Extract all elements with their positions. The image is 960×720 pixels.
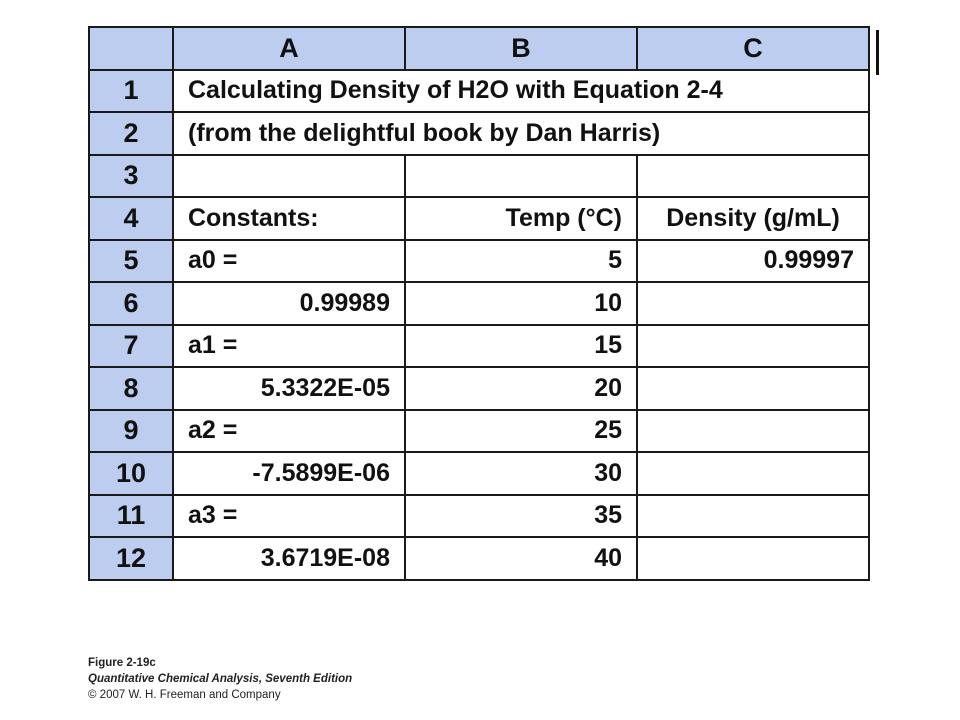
cell-a1-title[interactable]: Calculating Density of H2O with Equation 2-4 [173, 70, 869, 113]
table-row [89, 282, 869, 325]
copyright-line: © 2007 W. H. Freeman and Company [88, 689, 281, 701]
row-header[interactable]: 10 [89, 452, 173, 495]
table-row [89, 495, 869, 538]
row-header[interactable]: 3 [89, 155, 173, 198]
column-header-a[interactable]: A [173, 27, 405, 70]
cell-b10[interactable]: 30 [405, 452, 637, 495]
cell-a9[interactable]: a2 = [173, 410, 405, 453]
row-header[interactable]: 7 [89, 325, 173, 368]
spreadsheet-grid [88, 26, 870, 581]
table-row [89, 112, 869, 155]
row-header[interactable]: 8 [89, 367, 173, 410]
cell-b12[interactable]: 40 [405, 537, 637, 580]
cell-b6[interactable]: 10 [405, 282, 637, 325]
cell-a5[interactable]: a0 = [173, 240, 405, 283]
column-header-row [89, 27, 869, 70]
cell-a11[interactable]: a3 = [173, 495, 405, 538]
row-header[interactable]: 1 [89, 70, 173, 113]
cell-c11[interactable] [637, 495, 869, 538]
cell-b7[interactable]: 15 [405, 325, 637, 368]
column-header-b[interactable]: B [405, 27, 637, 70]
table-row [89, 537, 869, 580]
row-header[interactable]: 9 [89, 410, 173, 453]
select-all-corner[interactable] [89, 27, 173, 70]
cell-a7[interactable]: a1 = [173, 325, 405, 368]
cell-c3[interactable] [637, 155, 869, 198]
table-row [89, 197, 869, 240]
figure-caption [88, 655, 352, 703]
cell-b4-temp-header[interactable]: Temp (°C) [405, 197, 637, 240]
row-header[interactable]: 4 [89, 197, 173, 240]
book-title: Quantitative Chemical Analysis, Seventh Edition [88, 673, 353, 685]
cell-b5[interactable]: 5 [405, 240, 637, 283]
column-resize-handle[interactable] [876, 30, 879, 75]
table-row [89, 452, 869, 495]
figure-number: Figure 2-19c [88, 657, 156, 669]
cell-a2-subtitle[interactable]: (from the delightful book by Dan Harris) [173, 112, 869, 155]
cell-a8[interactable]: 5.3322E-05 [173, 367, 405, 410]
cell-a3[interactable] [173, 155, 405, 198]
cell-c12[interactable] [637, 537, 869, 580]
cell-a10[interactable]: -7.5899E-06 [173, 452, 405, 495]
cell-c7[interactable] [637, 325, 869, 368]
cell-c4-density-header[interactable]: Density (g/mL) [637, 197, 869, 240]
cell-a4-constants-label[interactable]: Constants: [173, 197, 405, 240]
cell-c10[interactable] [637, 452, 869, 495]
cell-c8[interactable] [637, 367, 869, 410]
table-row [89, 70, 869, 113]
cell-a6[interactable]: 0.99989 [173, 282, 405, 325]
row-header[interactable]: 11 [89, 495, 173, 538]
table-row [89, 240, 869, 283]
cell-c5[interactable]: 0.99997 [637, 240, 869, 283]
cell-b8[interactable]: 20 [405, 367, 637, 410]
cell-c6[interactable] [637, 282, 869, 325]
column-header-c[interactable]: C [637, 27, 869, 70]
cell-a12[interactable]: 3.6719E-08 [173, 537, 405, 580]
cell-b3[interactable] [405, 155, 637, 198]
row-header[interactable]: 5 [89, 240, 173, 283]
cell-c9[interactable] [637, 410, 869, 453]
table-row [89, 367, 869, 410]
table-row [89, 155, 869, 198]
table-row [89, 325, 869, 368]
row-header[interactable]: 6 [89, 282, 173, 325]
cell-b11[interactable]: 35 [405, 495, 637, 538]
cell-b9[interactable]: 25 [405, 410, 637, 453]
row-header[interactable]: 2 [89, 112, 173, 155]
row-header[interactable]: 12 [89, 537, 173, 580]
table-row [89, 410, 869, 453]
